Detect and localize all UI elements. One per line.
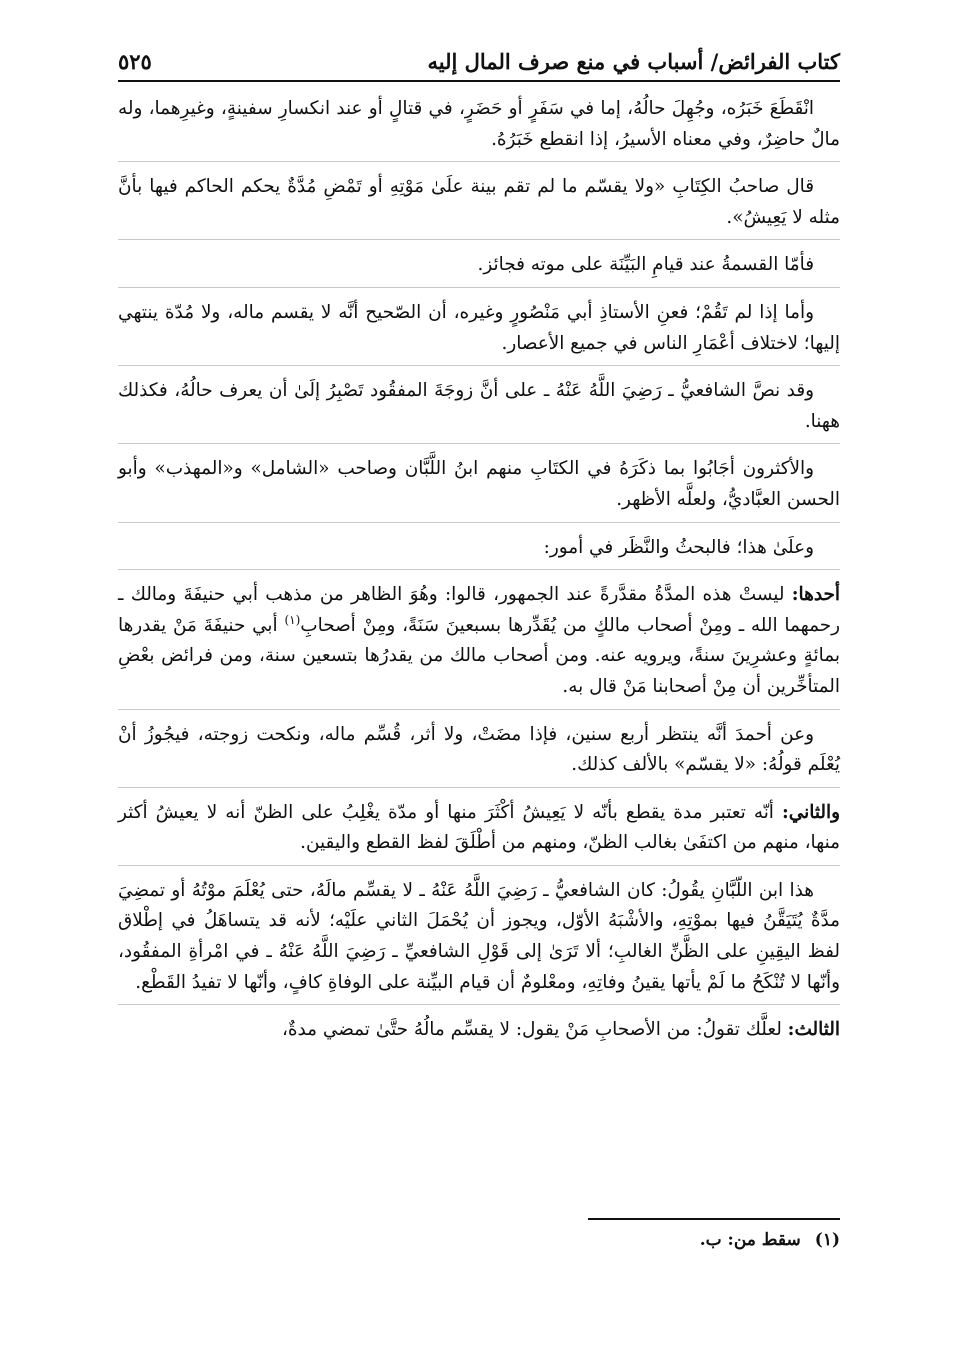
footnote-rule	[588, 1218, 840, 1220]
paragraph-text: والأكثرون أجَابُوا بما ذكَرَهُ في الكتَابِ منهم ابنُ اللَّبَّان وصاحب «الشامل» و«المهذب» وأبو الحسن العبَّاديُّ، ولعلَّه الأظهر.	[118, 458, 840, 510]
paragraph	[118, 376, 840, 444]
paragraph-lead: أحدها:	[791, 584, 840, 606]
paragraph	[118, 798, 840, 866]
running-title: كتاب الفرائض/ أسباب في منع صرف المال إليه	[427, 49, 840, 74]
paragraph-text: ليستْ هذه المدَّةُ مقدَّرةً عند الجمهور، قالوا: وهُوَ الظاهر من مذهب أبي حنيفَةَ ومالك ـ رحمهما الله ـ ومِنْ أصحاب مالكٍ من يُقَدِّرها بسبعينَ سَنَةً، ومِنْ أصحابِ	[118, 584, 840, 636]
paragraph-text: لعلَّك تقولُ: من الأصحابِ مَنْ يقول: لا يقسِّم مالُهُ حتَّىٰ تمضي مدةٌ،	[281, 1019, 782, 1041]
paragraph	[118, 720, 840, 788]
footnote-number: (١)	[814, 1230, 840, 1250]
paragraph-text: وأما إذا لم تَقُمْ؛ فعنِ الأستاذِ أبي مَنْصُورٍ وغيره، أن الصّحيح أنَّه لا يقسم ماله، ولا مُدّة ينتهي إليها؛ لاختلاف أعْمَارِ الناس في جميع الأعصار.	[118, 301, 840, 354]
paragraph-text: قال صاحبُ الكِتَابِ «ولا يقسّم ما لم تقم بينة علَىٰ مَوْتِهِ أو تَمْضِ مُدَّةٌ يحكم الحاكم فيها بأنَّ مثله لا يَعِيشُ».	[118, 176, 840, 228]
main-text	[118, 94, 840, 1062]
paragraph	[118, 298, 840, 366]
paragraph-text-tail: أبي حنيفَةَ مَنْ يقدرها بمائةٍ وعشرِينَ سنةً، ويرويه عنه. ومن أصحاب مالك من يقدرُها بتسعين سنة، ومن فرائض بعْضِ المتأخِّرين أن مِنْ أصحابنا مَنْ قال به.	[118, 614, 840, 697]
paragraph-text: وقد نصَّ الشافعيُّ ـ رَضِيَ اللَّهُ عَنْهُ ـ على أنَّ زوجَةَ المفقُود تَصْبِرُ إلَىٰ أن يعرف حالُهُ، فكذلك ههنا.	[118, 380, 840, 432]
footnote-text: سقط من: ب.	[699, 1230, 801, 1250]
paragraph-text: أنّه تعتبر مدة يقطع بأنّه لا يَعِيشُ أكْثَرَ منها أو مدّة يغْلِبُ على الظنّ أنه لا يعيشُ أكثر منها، منهم من اكتفَىٰ بغالب الظنّ، ومنهم من أطْلَقَ لفظ القطع واليقين.	[118, 801, 840, 854]
paragraph-lead: الثالث:	[787, 1019, 840, 1041]
paragraph	[118, 172, 840, 240]
paragraph	[118, 250, 840, 288]
paragraph-text: انْقَطَعَ خَبَرُه، وجُهِلَ حالُهُ، إما في سَفَرٍ أو حَضَرٍ، في قتالٍ أو عند انكسارِ سفينةٍ، وغيرِهما، وله مالٌ حاضِرٌ، وفي معناه الأسيرُ، إذا انقطع خَبَرُهُ.	[118, 98, 840, 150]
paragraph-text: هذا ابن اللّبَّانِ يقُولُ: كان الشافعيُّ ـ رَضِيَ اللَّهُ عَنْهُ ـ لا يقسِّم مالَهُ، حتى يُعْلَمَ موْتُهُ أو تمضِيَ مدَّةٌ يُتَيَقَّنُ فيها بموْتِهِ، والأشْبَهُ الأوّل، ويجوز أن يُحْمَلَ الثاني علَيْه؛ لأنه قد يتساهَلُ في إطْلاق لفظ اليقِينِ على الظَّنِّ الغالبِ؛ ألا تَرَىٰ إلى قَوْلِ الشافعيِّ ـ رَضِيَ اللَّهُ عَنْهُ ـ في امْرأةِ المفقُود، وأنّها لا تُنْكَحُ ما لَمْ يأتها يقينُ وفاتِهِ، ومعْلومٌ أن قيام البيِّنة على الوفاةِ كافٍ، وأنّها لا تفيدُ القَطْع.	[118, 879, 840, 993]
footnote	[700, 1230, 840, 1250]
page-header	[118, 34, 840, 74]
paragraph	[118, 533, 840, 571]
paragraph	[118, 580, 840, 709]
paragraph-text: وعن أحمدَ أنَّه ينتظر أربع سنين، فإذا مضَتْ، ولا أثر، قُسِّم ماله، ونكحت زوجته، فيجُوزُ أنْ يُعْلَم قولُهُ: «لا يقسّم» بالألف كذلك.	[118, 723, 840, 776]
paragraph-text: فأمّا القسمةُ عند قيامِ البَيِّنَة على موته فجائز.	[477, 254, 814, 276]
paragraph	[118, 94, 840, 162]
page-number: ٥٢٥	[118, 49, 152, 74]
header-rule	[118, 80, 840, 82]
paragraph-text: وعلَىٰ هذا؛ فالبحثُ والنَّظَر في أمور:	[543, 536, 814, 558]
paragraph-lead: والثاني:	[782, 801, 840, 823]
footnote-marker: (١)	[284, 612, 301, 627]
paragraph	[118, 454, 840, 522]
paragraph	[118, 1015, 840, 1052]
paragraph	[118, 876, 840, 1005]
